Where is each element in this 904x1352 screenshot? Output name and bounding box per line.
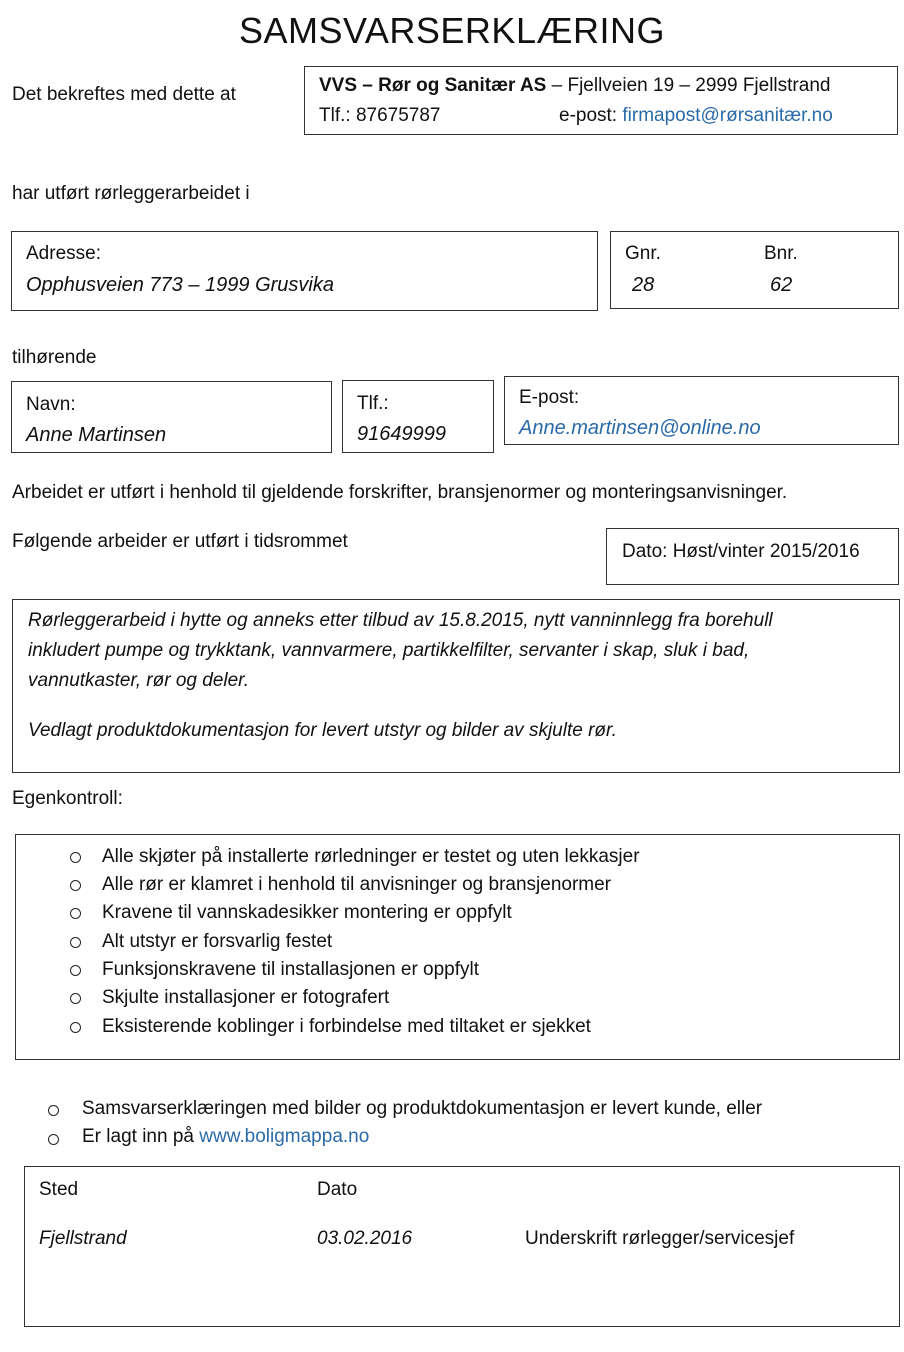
bnr-label: Bnr. (764, 243, 798, 264)
owner-phone-value: 91649999 (357, 423, 446, 445)
gnr-bnr-box (610, 231, 899, 309)
delivery-option-1: Samsvarserklæringen med bilder og produktdokumentasjon er levert kunde, eller (82, 1098, 763, 1119)
place-value: Fjellstrand (39, 1228, 127, 1249)
company-email-line (559, 105, 833, 127)
delivery-options (0, 1095, 904, 1155)
checklist-item-text: Eksisterende koblinger i forbindelse med tiltaket er sjekket (102, 1016, 591, 1037)
circle-bullet-icon (70, 965, 81, 976)
date-label: Dato (317, 1179, 358, 1200)
checklist-item-text: Funksjonskravene til installasjonen er oppfylt (102, 959, 480, 980)
document-title: SAMSVARSERKLÆRING (239, 10, 665, 51)
circle-bullet-icon (70, 993, 81, 1004)
owner-phone-box (342, 380, 494, 453)
owner-email-label: E-post: (519, 387, 580, 408)
place-label: Sted (39, 1179, 79, 1200)
company-name: VVS – Rør og Sanitær AS (319, 75, 547, 96)
company-phone: Tlf.: 87675787 (319, 105, 441, 126)
delivery-option-2-prefix: Er lagt inn på (82, 1126, 194, 1147)
date-box-text: Dato: Høst/vinter 2015/2016 (622, 541, 860, 562)
work-line-4: Vedlagt produktdokumentasjon for levert utstyr og bilder av skjulte rør. (28, 720, 617, 741)
circle-bullet-icon (70, 852, 81, 863)
address-value: Opphusveien 773 – 1999 Grusvika (26, 274, 334, 296)
owner-email-box (504, 376, 899, 445)
date-value: 03.02.2016 (317, 1228, 413, 1249)
owner-name-value: Anne Martinsen (26, 424, 167, 446)
company-email-label: e-post: (559, 105, 618, 126)
work-line-3: vannutkaster, rør og deler. (28, 670, 250, 691)
circle-bullet-icon (70, 880, 81, 891)
owner-name-box (11, 381, 332, 453)
intro-text: Det bekreftes med dette at (12, 84, 236, 105)
work-line-2: inkludert pumpe og trykktank, vannvarmere, partikkelfilter, servanter i skap, sluk i bad, (28, 640, 750, 661)
circle-bullet-icon (70, 1022, 81, 1033)
checklist-item-text: Alle skjøter på installerte rørledninger er testet og uten lekkasjer (102, 846, 640, 867)
owner-phone-label: Tlf.: (357, 393, 389, 414)
checklist-item-text: Alle rør er klamret i henhold til anvisninger og bransjenormer (102, 874, 612, 895)
circle-bullet-icon[interactable] (48, 1105, 59, 1116)
checklist-item-text: Alt utstyr er forsvarlig festet (102, 931, 333, 952)
signature-box (24, 1166, 900, 1327)
owner-email-link[interactable]: Anne.martinsen@online.no (519, 417, 761, 439)
date-box (606, 528, 899, 585)
bnr-value: 62 (770, 274, 793, 296)
signature-label: Underskrift rørlegger/servicesjef (525, 1228, 795, 1249)
gnr-label: Gnr. (625, 243, 661, 264)
belonging-text: tilhørende (12, 347, 97, 368)
address-label: Adresse: (26, 243, 101, 264)
company-box (304, 66, 898, 135)
period-text: Følgende arbeider er utført i tidsrommet (12, 531, 348, 552)
company-line (319, 75, 830, 97)
performed-text: har utført rørleggerarbeidet i (12, 183, 250, 204)
company-address: – Fjellveien 19 – 2999 Fjellstrand (551, 75, 831, 96)
compliance-text: Arbeidet er utført i henhold til gjeldende forskrifter, bransjenormer og monteringsanvisninger. (12, 482, 788, 503)
checklist-box (15, 834, 900, 1060)
circle-bullet-icon (70, 908, 81, 919)
circle-bullet-icon[interactable] (48, 1134, 59, 1145)
company-email-link[interactable]: firmapost@rørsanitær.no (622, 105, 833, 126)
work-description-box (12, 599, 900, 773)
circle-bullet-icon (70, 937, 81, 948)
work-line-1: Rørleggerarbeid i hytte og anneks etter tilbud av 15.8.2015, nytt vanninnlegg fra borehull (28, 610, 773, 631)
checklist-item-text: Kravene til vannskadesikker montering er oppfylt (102, 902, 512, 923)
owner-name-label: Navn: (26, 394, 76, 415)
boligmappa-link[interactable]: www.boligmappa.no (199, 1126, 370, 1147)
gnr-value: 28 (632, 274, 655, 296)
address-box (11, 231, 598, 311)
checklist-item-text: Skjulte installasjoner er fotografert (102, 987, 390, 1008)
self-control-label: Egenkontroll: (12, 788, 123, 809)
delivery-option-2 (82, 1126, 369, 1148)
